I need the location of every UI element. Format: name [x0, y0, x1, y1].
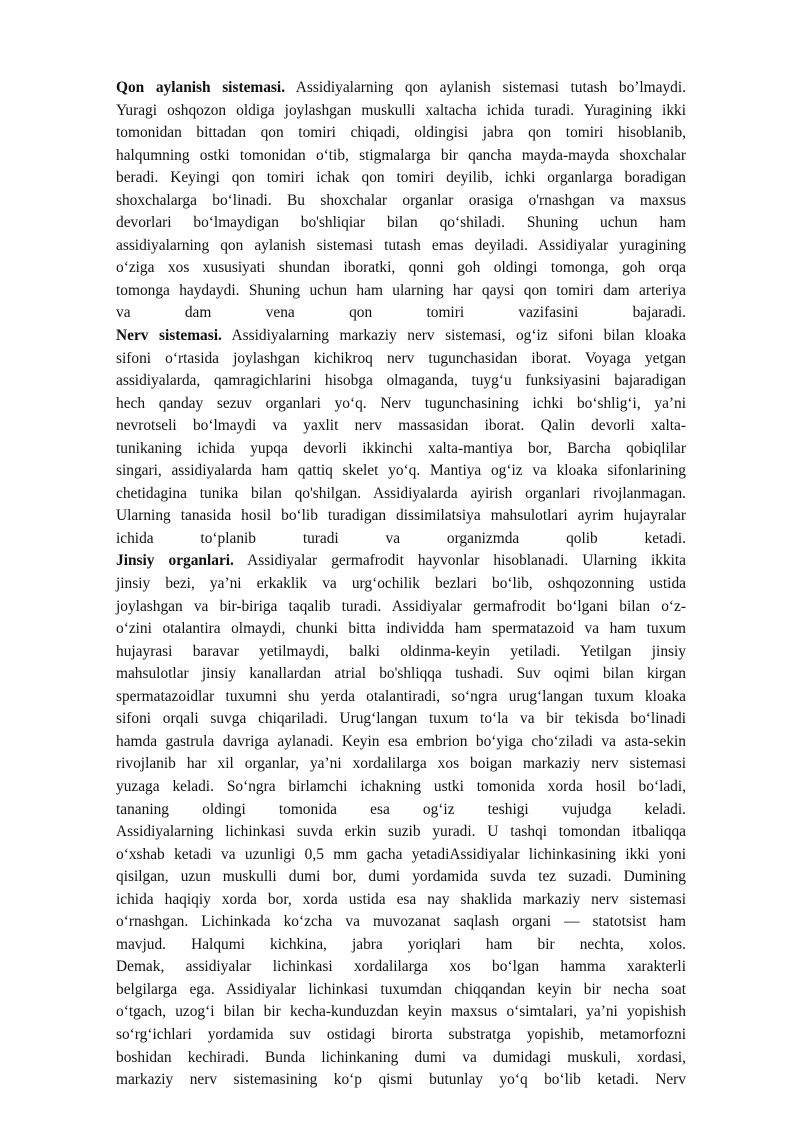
text-line	[116, 505, 686, 528]
line-text: mavjud. Halqumi kichkina, jabra yoriqlari ham bir nechta, xolos.	[116, 935, 686, 953]
line-text: nevrotseli bo‘lmaydi va yaxlit nerv massasidan iborat. Qalin devorli xalta-	[116, 417, 686, 435]
line-text: Assidiyalarning qon aylanish sistemasi tutash bo’lmaydi.	[285, 79, 687, 96]
section-heading: Nerv sistemasi.	[116, 327, 222, 345]
line-text: sifoni orqali suvga chiqariladi. Urug‘langan tuxum to‘la va bir tekisda bo‘linadi	[116, 710, 686, 728]
text-line	[116, 596, 686, 619]
text-line	[116, 257, 686, 280]
line-text: Assidiyalar germafrodit hayvonlar hisoblanadi. Ularning ikkita	[233, 552, 686, 570]
line-text: singari, assidiyalarda ham qattiq skelet yo‘q. Mantiya og‘iz va kloaka sifonlarining	[116, 462, 686, 480]
line-text: o‘zini otalantira olmaydi, chunki bitta individda ham spermatazoid va ham tuxum	[116, 620, 686, 638]
text-line	[116, 799, 686, 822]
text-line	[116, 325, 686, 348]
text-line	[116, 528, 686, 551]
line-text: Assidiyalarning markaziy nerv sistemasi, og‘iz sifoni bilan kloaka	[221, 327, 686, 345]
line-text: shoxchalarga bo‘linadi. Bu shoxchalar organlar orasiga o'rnashgan va maxsus	[116, 191, 686, 209]
line-text: o‘rnashgan. Lichinkada ko‘zcha va muvozanat saqlash organi — statotsist ham	[116, 913, 686, 931]
section-heading: Qon aylanish sistemasi.	[116, 79, 286, 96]
text-line	[116, 370, 686, 393]
text-line	[116, 483, 686, 506]
text-line	[116, 1047, 686, 1070]
text-line	[116, 122, 686, 145]
text-line	[116, 889, 686, 912]
text-line	[116, 911, 686, 934]
line-text: Ularning tanasida hosil bo‘lib turadigan dissimilatsiya mahsulotlari ayrim hujayralar	[116, 507, 686, 525]
text-line	[116, 212, 686, 235]
text-line	[116, 415, 686, 438]
line-text: assidiyalarning qon aylanish sistemasi tutash emas deyiladi. Assidiyalar yuragining	[116, 236, 686, 254]
text-line	[116, 438, 686, 461]
line-text: va dam vena qon tomiri vazifasini bajaradi.	[116, 304, 686, 322]
text-lines	[116, 77, 686, 1092]
text-line	[116, 460, 686, 483]
text-line	[116, 1001, 686, 1024]
text-line	[116, 348, 686, 371]
text-line	[116, 618, 686, 641]
text-line	[116, 235, 686, 258]
line-text: ichida haqiqiy xorda bor, xorda ustida esa nay shaklida markaziy nerv sistemasi	[116, 890, 686, 908]
text-line	[116, 167, 686, 190]
line-text: tunikaning ichida yupqa devorli ikkinchi xalta-mantiya bor, Barcha qobiqlilar	[116, 439, 686, 457]
line-text: hujayrasi baravar yetilmaydi, balki oldinma-keyin yetiladi. Yetilgan jinsiy	[116, 642, 686, 660]
line-text: joylashgan va bir-biriga taqalib turadi. Assidiyalar germafrodit bo‘lgani bilan o‘z-	[116, 597, 686, 615]
text-line	[116, 956, 686, 979]
text-line	[116, 190, 686, 213]
text-line	[116, 77, 686, 100]
line-text: rivojlanib har xil organlar, ya’ni xordalilarga xos boigan markaziy nerv sistemasi	[116, 755, 686, 773]
line-text: tananing oldingi tomonida esa og‘iz teshigi vujudga keladi.	[116, 800, 686, 818]
line-text: hech qanday sezuv organlari yo‘q. Nerv tugunchasining ichki bo‘shlig‘i, ya’ni	[116, 394, 686, 412]
text-line	[116, 1024, 686, 1047]
line-text: boshidan kechiradi. Bunda lichinkaning dumi va dumidagi muskuli, xordasi,	[116, 1048, 686, 1066]
text-line	[116, 776, 686, 799]
document-body	[116, 77, 686, 1092]
text-line	[116, 686, 686, 709]
line-text: hamda gastrula davriga aylanadi. Keyin esa embrion bo‘yiga cho‘ziladi va asta-sekin	[116, 732, 686, 750]
text-line	[116, 753, 686, 776]
text-line	[116, 641, 686, 664]
line-text: Demak, assidiyalar lichinkasi xordalilarga xos bo‘lgan hamma xarakterli	[116, 958, 686, 976]
line-text: o‘ziga xos xususiyati shundan iboratki, qonni goh oldingi tomonga, goh orqa	[116, 259, 686, 277]
text-line	[116, 550, 686, 573]
line-text: qisilgan, uzun muskulli dumi bor, dumi yordamida suvda tez suzadi. Dumining	[116, 868, 686, 886]
section-heading: Jinsiy organlari.	[116, 552, 234, 570]
line-text: mahsulotlar jinsiy kanallardan atrial bo'shliqqa tushadi. Suv oqimi bilan kirgan	[116, 665, 686, 683]
line-text: ichida to‘planib turadi va organizmda qolib ketadi.	[116, 529, 686, 547]
line-text: devorlari bo‘lmaydigan bo'shliqiar bilan qo‘shiladi. Shuning uchun ham	[116, 214, 686, 232]
text-line	[116, 280, 686, 303]
text-line	[116, 663, 686, 686]
text-line	[116, 821, 686, 844]
line-text: markaziy nerv sistemasining ko‘p qismi butunlay yo‘q bo‘lib ketadi. Nerv	[116, 1071, 686, 1089]
text-line	[116, 934, 686, 957]
line-text: tomonidan bittadan qon tomiri chiqadi, oldingisi jabra qon tomiri hisoblanib,	[116, 124, 686, 142]
text-line	[116, 573, 686, 596]
text-line	[116, 302, 686, 325]
line-text: Yuragi oshqozon oldiga joylashgan muskulli xaltacha ichida turadi. Yuragining ikki	[116, 101, 686, 119]
line-text: beradi. Keyingi qon tomiri ichak qon tomiri deyilib, ichki organlarga boradigan	[116, 169, 686, 187]
line-text: Assidiyalarning lichinkasi suvda erkin suzib yuradi. U tashqi tomondan itbaliqqa	[116, 823, 686, 841]
text-line	[116, 979, 686, 1002]
line-text: spermatazoidlar tuxumni shu yerda otalantiradi, so‘ngra urug‘langan tuxum kloaka	[116, 687, 686, 705]
line-text: chetidagina tunika bilan qo'shilgan. Assidiyalarda ayirish organlari rivojlanmagan.	[116, 484, 686, 502]
text-line	[116, 731, 686, 754]
line-text: assidiyalarda, qamragichlarini hisobga olmaganda, tuyg‘u funksiyasini bajaradigan	[116, 372, 686, 390]
line-text: o‘tgach, uzog‘i bilan bir kecha-kunduzdan keyin maxsus o‘simtalari, ya’ni yopishish	[116, 1003, 686, 1021]
line-text: yuzaga keladi. So‘ngra birlamchi ichakning ustki tomonida xorda hosil bo‘ladi,	[116, 777, 686, 795]
line-text: sifoni o‘rtasida joylashgan kichikroq nerv tugunchasidan iborat. Voyaga yetgan	[116, 349, 686, 367]
line-text: jinsiy bezi, ya’ni erkaklik va urg‘ochilik bezlari bo‘lib, oshqozonning ustida	[116, 575, 686, 593]
line-text: so‘rg‘ichlari yordamida suv ostidagi birorta substratga yopishib, metamorfozni	[116, 1025, 686, 1043]
text-line	[116, 145, 686, 168]
line-text: tomonga haydaydi. Shuning uchun ham ularning har qaysi qon tomiri dam arteriya	[116, 281, 686, 299]
text-line	[116, 393, 686, 416]
line-text: halqumning ostki tomonidan o‘tib, stigmalarga bir qancha mayda-mayda shoxchalar	[116, 146, 686, 164]
line-text: belgilarga ega. Assidiyalar lichinkasi tuxumdan chiqqandan keyin bir necha soat	[116, 980, 686, 998]
text-line	[116, 100, 686, 123]
text-line	[116, 844, 686, 867]
text-line	[116, 1069, 686, 1092]
text-line	[116, 708, 686, 731]
line-text: o‘xshab ketadi va uzunligi 0,5 mm gacha yetadiAssidiyalar lichinkasining ikki yoni	[116, 845, 686, 863]
text-line	[116, 866, 686, 889]
